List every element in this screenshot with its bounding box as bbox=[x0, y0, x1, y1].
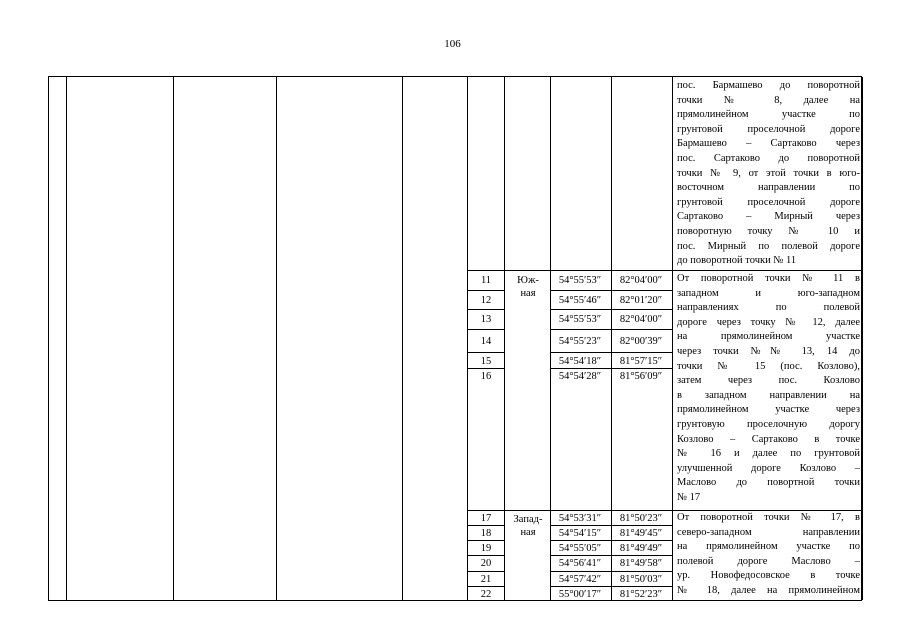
row-line bbox=[467, 540, 504, 541]
col-divider bbox=[862, 77, 863, 600]
row-line bbox=[550, 540, 672, 541]
col-divider bbox=[173, 77, 174, 600]
latitude: 54°55′23″ bbox=[558, 336, 602, 347]
description-south bbox=[677, 272, 860, 506]
side-label: Запад- bbox=[513, 514, 543, 525]
row-line bbox=[550, 352, 672, 353]
desc-line: прямолинейном участке через bbox=[677, 404, 860, 416]
col-divider bbox=[611, 77, 612, 600]
desc-line: на прямолинейном участке bbox=[677, 331, 860, 343]
desc-line: прямолинейном участке по bbox=[677, 109, 860, 121]
latitude: 54°55′53″ bbox=[558, 275, 602, 286]
desc-line: Сартаково – Мирный через bbox=[677, 211, 860, 223]
desc-line: точки № 9, от этой точки в юго- bbox=[677, 167, 860, 179]
row-line bbox=[467, 309, 504, 310]
longitude: 81°49′45″ bbox=[619, 528, 663, 539]
desc-line: затем через пос. Козлово bbox=[677, 375, 860, 387]
longitude: 82°04′00″ bbox=[619, 314, 663, 325]
section-divider bbox=[467, 270, 862, 271]
latitude: 54°56′41″ bbox=[558, 558, 602, 569]
description-west bbox=[677, 511, 860, 599]
point-number: 21 bbox=[480, 574, 492, 585]
point-number: 12 bbox=[480, 295, 492, 306]
row-line bbox=[550, 571, 672, 572]
point-number: 16 bbox=[480, 371, 492, 382]
desc-line: западном и юго-западном bbox=[677, 287, 860, 299]
longitude: 82°00′39″ bbox=[619, 336, 663, 347]
desc-line: направлениях по полевой bbox=[677, 302, 860, 314]
latitude: 54°54′28″ bbox=[558, 371, 602, 382]
desc-line: до поворотной точки № 11 bbox=[677, 255, 797, 267]
desc-line: № 18, далее на прямолинейном bbox=[677, 584, 860, 596]
desc-line: грунтовой проселочной дороге bbox=[677, 123, 860, 135]
latitude: 54°55′05″ bbox=[558, 543, 602, 554]
row-line bbox=[467, 525, 504, 526]
longitude: 81°50′23″ bbox=[619, 513, 663, 524]
row-line bbox=[550, 525, 672, 526]
latitude: 54°53′31″ bbox=[558, 513, 602, 524]
point-number: 15 bbox=[480, 356, 492, 367]
row-line bbox=[467, 586, 504, 587]
row-line bbox=[467, 555, 504, 556]
point-number: 14 bbox=[480, 336, 492, 347]
latitude: 54°55′53″ bbox=[558, 314, 602, 325]
side-label: ная bbox=[520, 288, 536, 299]
desc-line: № 16 и далее по грунтовой bbox=[677, 448, 860, 460]
desc-line: северо-западном направлении bbox=[677, 526, 860, 538]
desc-line: грунтовой проселочной дороге bbox=[677, 196, 860, 208]
desc-line: Козлово – Сартаково в точке bbox=[677, 433, 860, 445]
desc-line: ур. Новофедосовское в точке bbox=[677, 570, 860, 582]
row-line bbox=[550, 368, 672, 369]
row-line bbox=[550, 329, 672, 330]
col-divider bbox=[672, 77, 673, 600]
side-label: Юж- bbox=[517, 275, 539, 286]
longitude: 81°56′09″ bbox=[619, 371, 663, 382]
point-number: 20 bbox=[480, 558, 492, 569]
desc-line: пос. Мирный по полевой дороге bbox=[677, 240, 860, 252]
row-line bbox=[467, 368, 504, 369]
latitude: 54°54′15″ bbox=[558, 528, 602, 539]
row-line bbox=[467, 352, 504, 353]
side-label: ная bbox=[520, 527, 536, 538]
table-frame bbox=[48, 76, 862, 601]
row-line bbox=[550, 586, 672, 587]
latitude: 54°57′42″ bbox=[558, 574, 602, 585]
col-divider bbox=[276, 77, 277, 600]
desc-line: на прямолинейном участке по bbox=[677, 541, 860, 553]
row-line bbox=[550, 555, 672, 556]
latitude: 54°54′18″ bbox=[558, 356, 602, 367]
page-number: 106 bbox=[444, 38, 461, 50]
point-number: 11 bbox=[480, 275, 492, 286]
latitude: 54°55′46″ bbox=[558, 295, 602, 306]
longitude: 82°04′00″ bbox=[619, 275, 663, 286]
col-divider bbox=[550, 77, 551, 600]
longitude: 81°50′03″ bbox=[619, 574, 663, 585]
col-divider bbox=[66, 77, 67, 600]
desc-line: Маслово до повортной точки bbox=[677, 477, 860, 489]
row-line bbox=[467, 290, 504, 291]
point-number: 13 bbox=[480, 314, 492, 325]
desc-line: через точки №№ 13, 14 до bbox=[677, 345, 860, 357]
desc-line: точки № 8, далее на bbox=[677, 94, 860, 106]
point-number: 22 bbox=[480, 589, 492, 600]
row-line bbox=[550, 309, 672, 310]
longitude: 81°49′49″ bbox=[619, 543, 663, 554]
point-number: 17 bbox=[480, 513, 492, 524]
row-line bbox=[467, 571, 504, 572]
point-number: 18 bbox=[480, 528, 492, 539]
desc-line: пос. Сартаково до поворотной bbox=[677, 152, 860, 164]
description-top bbox=[677, 79, 860, 269]
longitude: 81°49′58″ bbox=[619, 558, 663, 569]
col-divider bbox=[402, 77, 403, 600]
desc-line: поворотную точку № 10 и bbox=[677, 225, 860, 237]
longitude: 81°57′15″ bbox=[619, 356, 663, 367]
desc-line: точки № 15 (пос. Козлово), bbox=[677, 360, 860, 372]
row-line bbox=[467, 329, 504, 330]
desc-line: в западном направлении на bbox=[677, 389, 860, 401]
side-west bbox=[506, 513, 550, 539]
desc-line: От поворотной точки № 17, в bbox=[677, 512, 860, 523]
desc-line: восточном направлении по bbox=[677, 182, 860, 194]
desc-line: № 17 bbox=[677, 491, 701, 503]
row-line bbox=[550, 290, 672, 291]
desc-line: грунтовую проселочную дорогу bbox=[677, 418, 860, 430]
desc-line: пос. Бармашево до поворотной bbox=[677, 80, 860, 91]
desc-line: От поворотной точки № 11 в bbox=[677, 273, 860, 284]
desc-line: дороге через точку № 12, далее bbox=[677, 316, 860, 328]
point-number: 19 bbox=[480, 543, 492, 554]
desc-line: улучшенной дороге Козлово – bbox=[677, 462, 860, 474]
longitude: 81°52′23″ bbox=[619, 589, 663, 600]
longitude: 82°01′20″ bbox=[619, 295, 663, 306]
desc-line: полевой дороге Маслово – bbox=[677, 555, 860, 567]
latitude: 55°00′17″ bbox=[558, 589, 602, 600]
col-divider bbox=[504, 77, 505, 600]
desc-line: Бармашево – Сартаково через bbox=[677, 138, 860, 150]
side-south bbox=[506, 274, 550, 300]
